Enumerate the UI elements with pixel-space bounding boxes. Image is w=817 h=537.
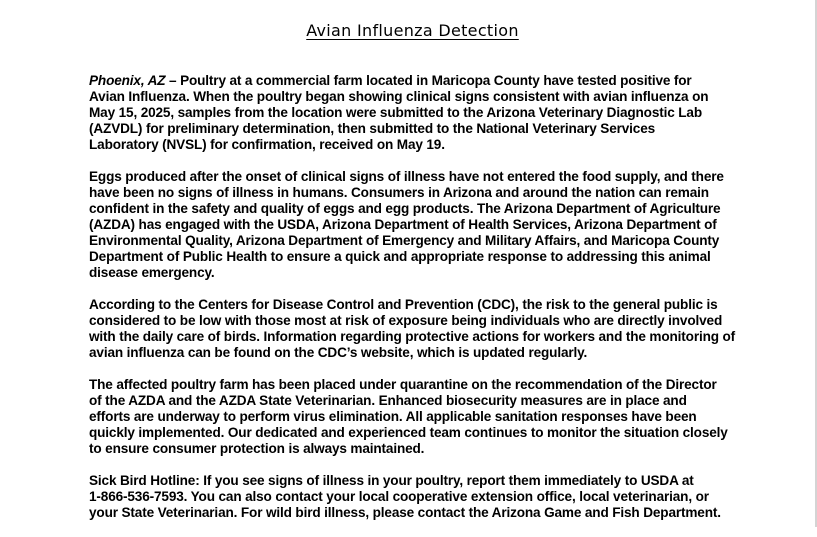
text-line: According to the Centers for Disease Control and Prevention (CDC), the risk to the general public is [89, 297, 718, 312]
text-line: 1-866-536-7593. You can also contact your local cooperative extension office, local veterinarian, or [89, 489, 709, 504]
text-line: Avian Influenza. When the poultry began showing clinical signs consistent with avian influenza on [89, 89, 709, 104]
paragraph-cdc-risk [89, 297, 744, 361]
text-line: avian influenza can be found on the CDC’s website, which is updated regularly. [89, 345, 588, 360]
text-line: with the daily care of birds. Information regarding protective actions for workers and the monitoring of [89, 329, 736, 344]
text-line: quickly implemented. Our dedicated and experienced team continues to monitor the situation closely [89, 425, 728, 440]
document-title: Avian Influenza Detection [306, 21, 519, 40]
text-line: considered to be low with those most at risk of exposure being individuals who are directly involved [89, 313, 723, 328]
document-body [89, 73, 744, 537]
dateline: Phoenix, AZ [89, 73, 166, 88]
text-line: of the AZDA and the AZDA State Veterinarian. Enhanced biosecurity measures are in place and [89, 393, 687, 408]
paragraph-announcement [89, 73, 744, 153]
text-line-content: – Poultry at a commercial farm located in Maricopa County have tested positive for [165, 73, 692, 88]
text-line: disease emergency. [89, 265, 215, 280]
text-line: Department of Public Health to ensure a quick and appropriate response to addressing this animal [89, 249, 711, 264]
paragraph-food-safety [89, 169, 744, 281]
text-line: May 15, 2025, samples from the location were submitted to the Arizona Veterinary Diagnostic Lab [89, 105, 703, 120]
text-line: (AZDA) has engaged with the USDA, Arizona Department of Health Services, Arizona Department of [89, 217, 717, 232]
text-line: confident in the safety and quality of eggs and egg products. The Arizona Department of Agriculture [89, 201, 721, 216]
text-line: Eggs produced after the onset of clinical signs of illness have not entered the food supply, and there [89, 169, 724, 184]
text-line: Sick Bird Hotline: If you see signs of illness in your poultry, report them immediately to USDA at [89, 473, 694, 488]
text-line: The affected poultry farm has been placed under quarantine on the recommendation of the Director [89, 377, 717, 392]
text-line: Laboratory (NVSL) for confirmation, received on May 19. [89, 137, 445, 152]
paragraph-quarantine [89, 377, 744, 457]
text-line: Environmental Quality, Arizona Department of Emergency and Military Affairs, and Maricopa County [89, 233, 720, 248]
text-line: (AZVDL) for preliminary determination, then submitted to the National Veterinary Services [89, 121, 656, 136]
text-line: your State Veterinarian. For wild bird illness, please contact the Arizona Game and Fish Department. [89, 505, 721, 520]
text-line: efforts are underway to perform virus elimination. All applicable sanitation responses have been [89, 409, 697, 424]
text-line: to ensure consumer protection is always maintained. [89, 441, 425, 456]
text-line: have been no signs of illness in humans. Consumers in Arizona and around the nation can remain [89, 185, 709, 200]
text-line [89, 73, 744, 89]
paragraph-sick-bird-hotline [89, 473, 744, 521]
